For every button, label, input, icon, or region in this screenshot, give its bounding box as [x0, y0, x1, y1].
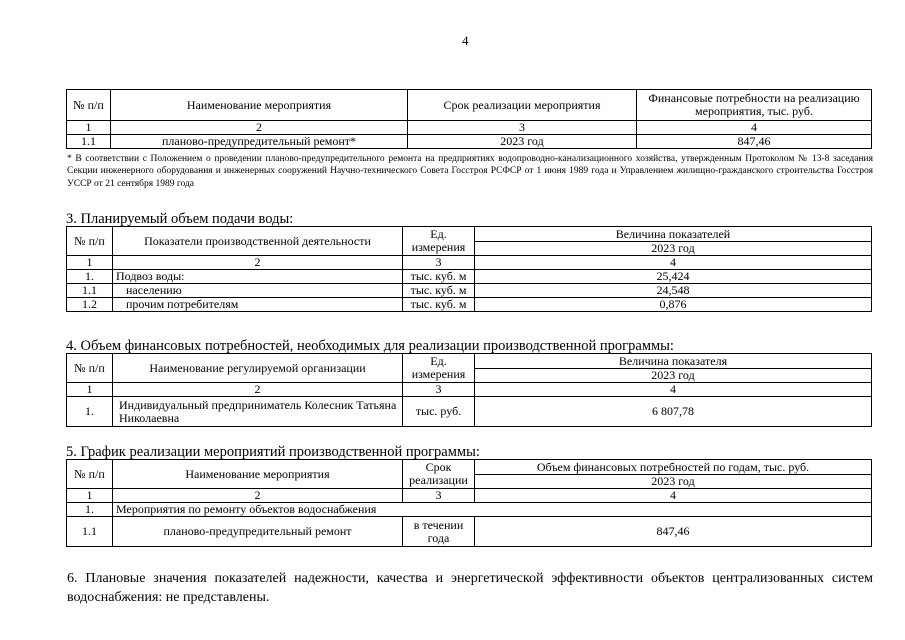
row-num: 1. — [67, 397, 113, 427]
row-name: планово-предупредительный ремонт* — [111, 135, 408, 149]
col-header-value: Величина показателей — [475, 227, 872, 242]
row-value: 6 807,78 — [475, 397, 872, 427]
col-header-year: 2023 год — [475, 475, 872, 489]
table-row — [67, 284, 872, 298]
row-num: 1.2 — [67, 298, 113, 312]
col-header-num: № п/п — [67, 460, 113, 489]
col-header-finance: Финансовые потребности на реализацию мероприятия, тыс. руб. — [637, 90, 872, 121]
num-cell: 3 — [403, 489, 475, 503]
col-header-indicator: Показатели производственной деятельности — [113, 227, 403, 256]
row-name: населению — [113, 284, 403, 298]
row-num: 1. — [67, 270, 113, 284]
row-value: 0,876 — [475, 298, 872, 312]
row-num: 1.1 — [67, 517, 113, 547]
num-cell: 2 — [113, 383, 403, 397]
group-name: Мероприятия по ремонту объектов водоснабжения — [113, 503, 872, 517]
row-name: прочим потребителям — [113, 298, 403, 312]
col-header-term: Срок реализации — [403, 460, 475, 489]
row-unit: тыс. руб. — [403, 397, 475, 427]
row-value: 847,46 — [637, 135, 872, 149]
section-3-title: 3. Планируемый объем подачи воды: — [66, 211, 294, 227]
col-header-organization: Наименование регулируемой организации — [113, 354, 403, 383]
num-cell: 1 — [67, 121, 111, 135]
num-cell: 2 — [113, 256, 403, 270]
num-cell: 2 — [111, 121, 408, 135]
table-group-row — [67, 503, 872, 517]
row-term: в течении года — [403, 517, 475, 547]
num-cell: 1 — [67, 383, 113, 397]
row-name: Индивидуальный предприниматель Колесник Татьяна Николаевна — [113, 397, 403, 427]
num-cell: 4 — [475, 489, 872, 503]
num-cell: 3 — [403, 256, 475, 270]
table-row — [67, 298, 872, 312]
col-header-num: № п/п — [67, 90, 111, 121]
page-number: 4 — [462, 33, 469, 48]
num-cell: 1 — [67, 489, 113, 503]
col-header-year: 2023 год — [475, 369, 872, 383]
row-name: планово-предупредительный ремонт — [113, 517, 403, 547]
num-cell: 1 — [67, 256, 113, 270]
table-row — [67, 517, 872, 547]
col-header-value: Величина показателя — [475, 354, 872, 369]
num-cell: 3 — [408, 121, 637, 135]
row-num: 1.1 — [67, 135, 111, 149]
col-header-finance: Объем финансовых потребностей по годам, тыс. руб. — [475, 460, 872, 475]
row-num: 1.1 — [67, 284, 113, 298]
row-value: 847,46 — [475, 517, 872, 547]
col-header-measure: Наименование мероприятия — [111, 90, 408, 121]
water-supply-table — [66, 226, 872, 312]
row-value: 24,548 — [475, 284, 872, 298]
num-cell: 2 — [113, 489, 403, 503]
row-value: 25,424 — [475, 270, 872, 284]
row-term: 2023 год — [408, 135, 637, 149]
row-unit: тыс. куб. м — [403, 270, 475, 284]
table-row — [67, 397, 872, 427]
table-row — [67, 270, 872, 284]
col-header-measure: Наименование мероприятия — [113, 460, 403, 489]
col-header-term: Срок реализации мероприятия — [408, 90, 637, 121]
num-cell: 4 — [475, 256, 872, 270]
footnote: * В соответствии с Положением о проведении планово-предупредительного ремонта на предприятиях водопроводно-канализационного хозяйства, утвержденным Протоколом № 13-8 заседания Секции инженерного оборудования и инженерных сооружений Научно-технического Совета Госстроя РСФСР от 1 июня 1989 года и Управлением жилищно-гражданского строительства Госстроя УССР от 21 сентября 1989 года — [67, 154, 873, 189]
num-cell: 4 — [475, 383, 872, 397]
col-header-unit: Ед. измерения — [403, 354, 475, 383]
table-row — [67, 135, 872, 149]
row-unit: тыс. куб. м — [403, 284, 475, 298]
section-5-title: 5. График реализации мероприятий производственной программы: — [66, 444, 480, 460]
num-cell: 3 — [403, 383, 475, 397]
section-4-title: 4. Объем финансовых потребностей, необходимых для реализации производственной программы: — [66, 338, 674, 354]
col-header-unit: Ед. измерения — [403, 227, 475, 256]
finance-needs-table — [66, 353, 872, 427]
col-header-num: № п/п — [67, 227, 113, 256]
measures-table — [66, 89, 872, 149]
col-header-year: 2023 год — [475, 242, 872, 256]
col-header-num: № п/п — [67, 354, 113, 383]
schedule-table — [66, 459, 872, 547]
group-num: 1. — [67, 503, 113, 517]
row-name: Подвоз воды: — [113, 270, 403, 284]
num-cell: 4 — [637, 121, 872, 135]
row-unit: тыс. куб. м — [403, 298, 475, 312]
section-6-text: 6. Плановые значения показателей надежности, качества и энергетической эффективности объектов централизованных систем водоснабжения: не представлены. — [67, 571, 873, 605]
